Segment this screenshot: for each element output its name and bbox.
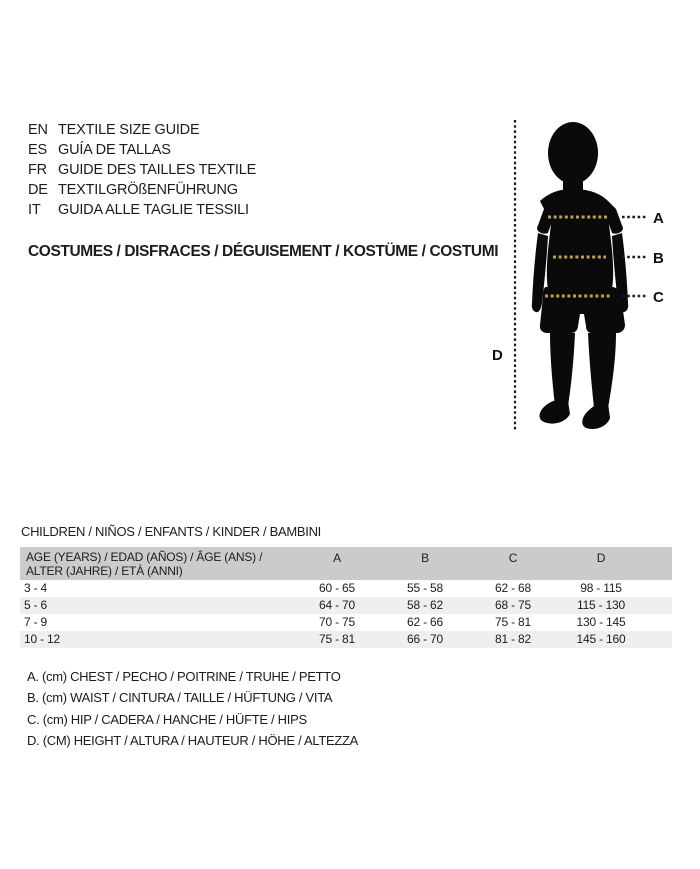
language-row-it xyxy=(28,200,256,220)
children-section-title: CHILDREN / NIÑOS / ENFANTS / KINDER / BAMBINI xyxy=(21,524,321,539)
hip-cell: 68 - 75 xyxy=(495,598,531,612)
language-row-fr xyxy=(28,160,256,180)
age-cell: 7 - 9 xyxy=(24,615,48,629)
legend-line-hip: C. (cm) HIP / CADERA / HANCHE / HÜFTE / HIPS xyxy=(27,711,307,727)
age-cell: 3 - 4 xyxy=(24,581,48,595)
silhouette-left-leg xyxy=(550,333,575,406)
chest-cell: 70 - 75 xyxy=(319,615,355,629)
language-label: GUIDE DES TAILLES TEXTILE xyxy=(58,162,257,178)
language-code: IT xyxy=(28,202,41,218)
table-row xyxy=(20,580,672,597)
age-header-cell xyxy=(20,550,293,578)
table-row xyxy=(20,597,672,614)
legend-line-chest: A. (cm) CHEST / PECHO / POITRINE / TRUHE / PETTO xyxy=(27,669,341,684)
hip-cell: 62 - 68 xyxy=(495,581,531,595)
column-header-b: B xyxy=(421,551,429,565)
column-header-a: A xyxy=(333,551,341,565)
height-cell: 115 - 130 xyxy=(576,598,626,612)
age-cell: 5 - 6 xyxy=(24,598,48,612)
language-label: GUIDA ALLE TAGLIE TESSILI xyxy=(58,202,249,218)
age-header-line2: ALTER (JAHRE) / ETÀ (ANNI) xyxy=(26,563,183,578)
language-row-en xyxy=(28,120,256,140)
language-row-es xyxy=(28,140,256,160)
chest-cell: 60 - 65 xyxy=(319,581,355,595)
silhouette-torso xyxy=(537,189,623,289)
hip-cell: 81 - 82 xyxy=(495,632,531,646)
child-silhouette xyxy=(532,122,628,429)
measurement-label-b: B xyxy=(653,250,664,267)
table-row xyxy=(20,614,672,631)
chest-cell: 64 - 70 xyxy=(319,598,355,612)
measurement-legend xyxy=(27,666,358,751)
silhouette-shorts xyxy=(540,287,625,333)
chest-cell: 75 - 81 xyxy=(319,632,355,646)
language-row-de xyxy=(28,180,256,200)
column-header-c: C xyxy=(508,551,518,565)
language-code: EN xyxy=(28,122,48,138)
size-table-header xyxy=(20,547,672,580)
age-cell: 10 - 12 xyxy=(24,632,60,646)
table-row xyxy=(20,631,672,648)
measurement-label-d: D xyxy=(492,347,503,364)
size-table xyxy=(20,547,672,648)
legend-line-waist: B. (cm) WAIST / CINTURA / TAILLE / HÜFTUNG / VITA xyxy=(27,690,333,706)
language-label: TEXTILGRÖßENFÜHRUNG xyxy=(58,182,238,198)
waist-cell: 55 - 58 xyxy=(407,581,443,595)
waist-cell: 58 - 62 xyxy=(407,598,443,612)
child-measurement-figure xyxy=(480,100,700,450)
silhouette-right-shoe xyxy=(582,403,610,429)
waist-cell: 62 - 66 xyxy=(407,615,443,629)
language-code: DE xyxy=(28,182,48,198)
column-header-d: D xyxy=(596,551,606,565)
category-heading: COSTUMES / DISFRACES / DÉGUISEMENT / KOSTÜME / COSTUMI xyxy=(28,243,499,260)
legend-line-height: D. (CM) HEIGHT / ALTURA / HAUTEUR / HÖHE / ALTEZZA xyxy=(27,732,358,748)
silhouette-left-shoe xyxy=(540,400,570,424)
measurement-label-a: A xyxy=(653,210,664,227)
age-header-line1: AGE (YEARS) / EDAD (AÑOS) / ÂGE (ANS) / xyxy=(26,549,263,564)
height-cell: 98 - 115 xyxy=(580,581,622,595)
language-label: TEXTILE SIZE GUIDE xyxy=(58,122,200,138)
silhouette-right-leg xyxy=(588,333,616,408)
language-label: GUÍA DE TALLAS xyxy=(58,142,171,158)
height-cell: 130 - 145 xyxy=(576,615,626,629)
language-code: ES xyxy=(28,142,47,158)
measurement-label-c: C xyxy=(653,289,664,306)
language-code: FR xyxy=(28,162,47,178)
hip-cell: 75 - 81 xyxy=(495,615,531,629)
height-cell: 145 - 160 xyxy=(576,632,626,646)
language-list xyxy=(28,120,256,220)
waist-cell: 66 - 70 xyxy=(407,632,443,646)
